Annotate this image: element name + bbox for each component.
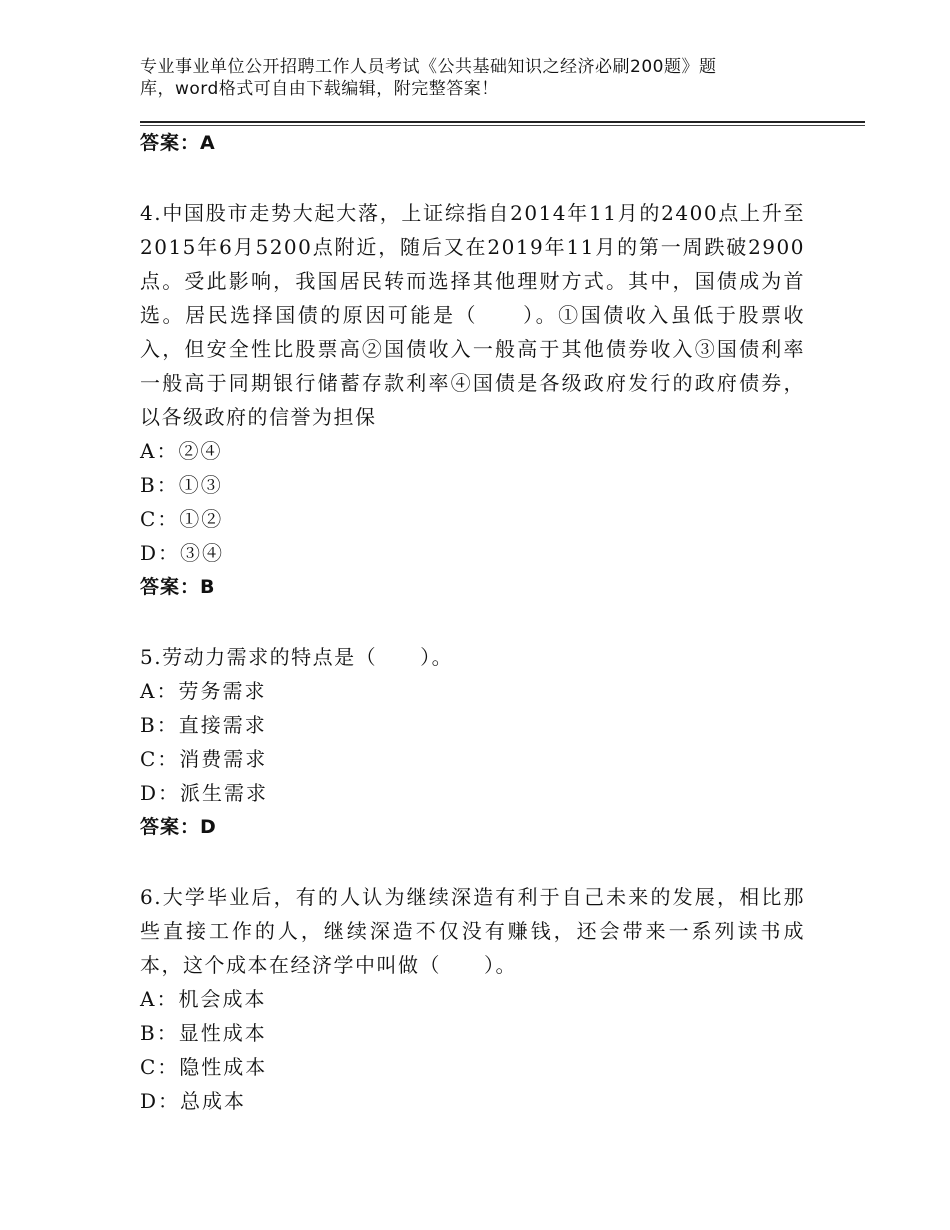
answer-label: 答案：B (140, 576, 216, 598)
option-c: C：隐性成本 (140, 1055, 268, 1079)
question-4 (140, 196, 805, 604)
option-b: B：显性成本 (140, 1021, 267, 1045)
answer-label: 答案：D (140, 816, 217, 838)
option-d: D：总成本 (140, 1089, 247, 1113)
document-header: 专业事业单位公开招聘工作人员考试《公共基础知识之经济必刷200题》题 库，word格式可自由下载编辑，附完整答案！ (140, 57, 717, 99)
question-content (140, 126, 805, 1118)
option-b: B：①③ (140, 473, 223, 497)
question-5 (140, 640, 805, 844)
option-d: D：派生需求 (140, 781, 269, 805)
option-a: A：机会成本 (140, 987, 267, 1011)
question-6 (140, 880, 805, 1118)
question-stem: 4.中国股市走势大起大落，上证综指自2014年11月的2400点上升至2015年6月5200点附近，随后又在2019年11月的第一周跌破2900点。受此影响，我国居民转而选择其他理财方式。其中，国债成为首选。居民选择国债的原因可能是（ ）。①国债收入虽低于股票收入，但安全性比股票高②国债收入一般高于其他债券收入③国债利率一般高于同期银行储蓄存款利率④国债是各级政府发行的政府债券，以各级政府的信誉为担保 (140, 201, 805, 429)
question-stem: 6.大学毕业后，有的人认为继续深造有利于自己未来的发展，相比那些直接工作的人，继续深造不仅没有赚钱，还会带来一系列读书成本，这个成本在经济学中叫做（ ）。 (140, 885, 805, 977)
previous-answer: 答案：A (140, 132, 216, 154)
header-rule-thick (140, 121, 865, 123)
option-a: A：劳务需求 (140, 679, 267, 703)
option-c: C：①② (140, 507, 224, 531)
option-c: C：消费需求 (140, 747, 268, 771)
option-d: D：③④ (140, 541, 225, 565)
question-stem: 5.劳动力需求的特点是（ ）。 (140, 645, 454, 669)
option-a: A：②④ (140, 439, 223, 463)
option-b: B：直接需求 (140, 713, 267, 737)
